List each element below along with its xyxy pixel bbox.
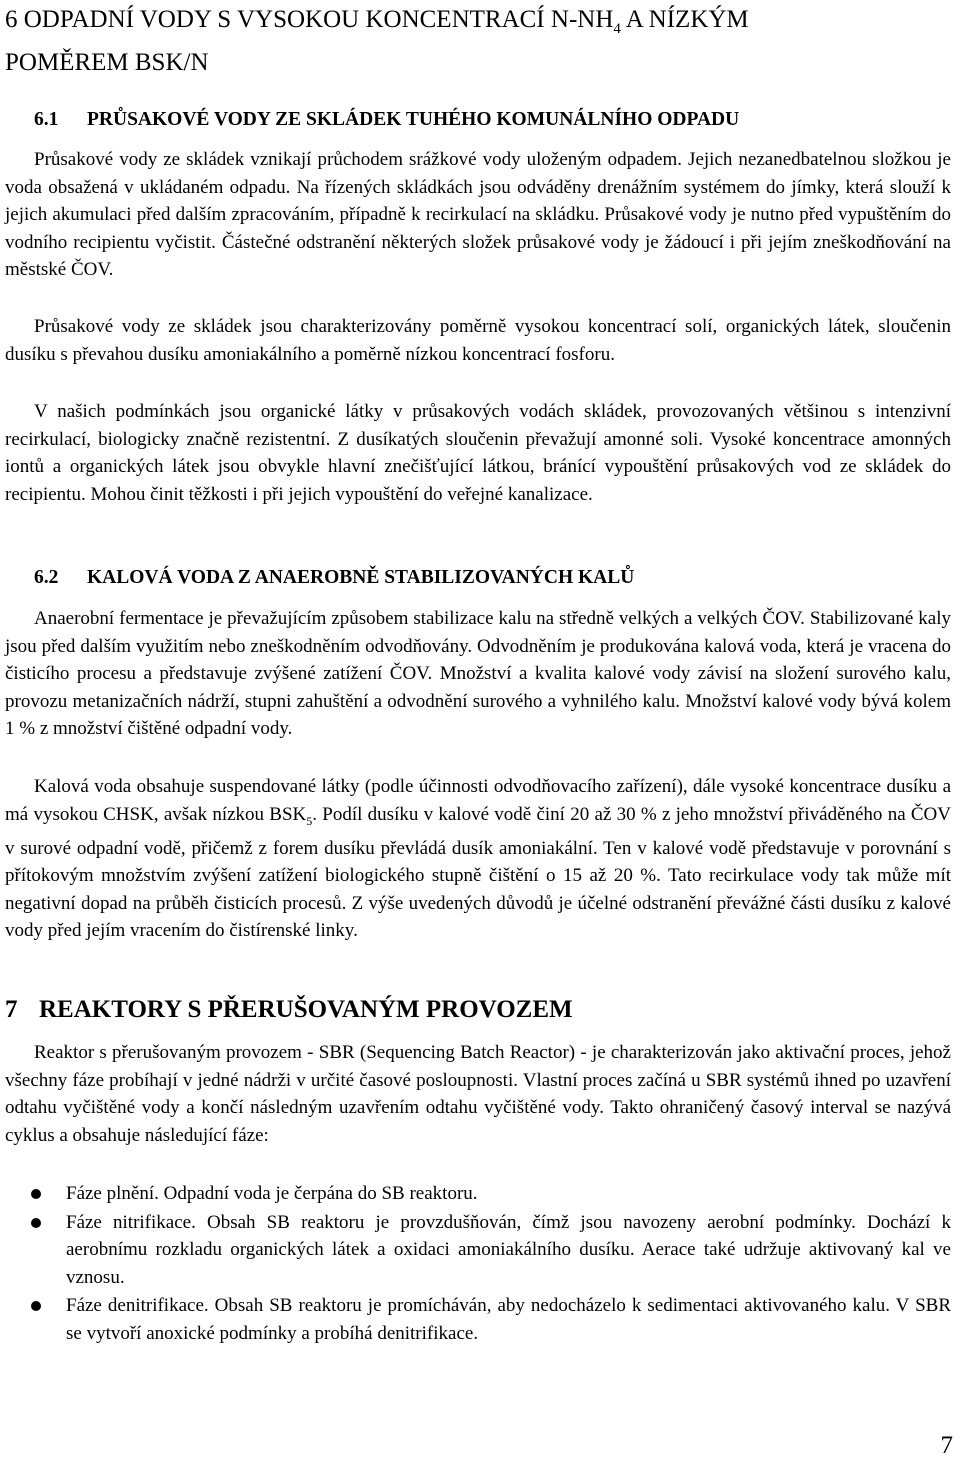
list-item bbox=[5, 1292, 951, 1347]
heading-6-2-title: KALOVÁ VODA Z ANAEROBNĚ STABILIZOVANÝCH KALŮ bbox=[87, 567, 635, 588]
heading-6-2-number: 6.2 bbox=[34, 567, 59, 588]
heading-7 bbox=[5, 993, 953, 1026]
paragraph-6-1-c: V našich podmínkách jsou organické látky v průsakových vodách skládek, provozovaných většinou s intenzivní recirkulací, biologicky značně rezistentní. Z dusíkatých sloučenin převažují amonné soli. Vysoké koncentrace amonných iontů a organických látek jsou obvykle hlavní znečišťující látkou, bránící vypouštění průsakových vod ze skládek do recipientu. Mohou činit těžkosti i při jejich vypouštění do veřejné kanalizace. bbox=[5, 401, 951, 505]
paragraph-6-1-a: Průsakové vody ze skládek vznikají průchodem srážkové vody uloženým odpadem. Jejich nezanedbatelnou složkou je voda obsažená v ukládaném odpadu. Na řízených skládkách jsou odváděny drenážním systémem do jímky, která slouží k jejich akumulaci před dalším zpracováním, případně k recirkulací na skládku. Průsakové vody je nutno před vypuštěním do vodního recipientu vyčistit. Částečné odstranění některých složek průsakové vody je žádoucí i při jejím zneškodňování na městské ČOV. bbox=[5, 149, 951, 280]
heading-6-1-title: PRŮSAKOVÉ VODY ZE SKLÁDEK TUHÉHO KOMUNÁLNÍHO ODPADU bbox=[87, 109, 740, 130]
paragraph-6-1-b: Průsakové vody ze skládek jsou charakterizovány poměrně vysokou koncentrací solí, organických látek, sloučenin dusíku s převahou dusíku amoniakálního a poměrně nízkou koncentrací fosforu. bbox=[5, 316, 951, 365]
bullet-icon bbox=[31, 1218, 41, 1228]
heading-6-1-number: 6.1 bbox=[34, 109, 59, 130]
heading-6-line1: ODPADNÍ VODY S VYSOKOU KONCENTRACÍ N-NH bbox=[23, 6, 614, 33]
list-item-text: Fáze plnění. Odpadní voda je čerpána do SB reaktoru. bbox=[66, 1183, 478, 1204]
heading-7-title: REAKTORY S PŘERUŠOVANÝM PROVOZEM bbox=[39, 996, 573, 1023]
paragraph-6-2-b-part2: . Podíl dusíku v kalové vodě činí 20 až 30 % z jeho množství přiváděného na ČOV v surové odpadní vodě, přičemž z forem dusíku převládá dusík amoniakální. Ten v kalové vodě představuje v porovnání s přítokovým množstvím zvýšení zatížení biologického stupně čištění o 15 až 20 %. Tato recirkulace vody tak může mít negativní dopad na průběh čisticích procesů. Z výše uvedených důvodů je účelné odstranění převážné části dusíku z kalové vody před jejím vracením do čistírenské linky. bbox=[5, 803, 951, 942]
paragraph-7-a: Reaktor s přerušovaným provozem - SBR (Sequencing Batch Reactor) - je charakterizován jako aktivační proces, jehož všechny fáze probíhají v jedné nádrži v určité časové posloupnosti. Vlastní proces začíná u SBR systémů ihned po uzavření odtahu vyčištěné vody a končí následným uzavřením odtahu vyčištěné vody. Takto ohraničený časový interval se nazývá cyklus a obsahuje následující fáze: bbox=[5, 1042, 951, 1146]
page-number: 7 bbox=[940, 1432, 953, 1459]
phase-list bbox=[5, 1180, 951, 1348]
paragraph-6-2-b bbox=[5, 773, 951, 945]
list-item bbox=[5, 1180, 951, 1208]
heading-6-line2: POMĚREM BSK/N bbox=[5, 49, 209, 76]
paragraph-6-2-b-subscript: 5 bbox=[306, 813, 313, 828]
list-item bbox=[5, 1209, 951, 1292]
paragraph-6-2-b-part1: Kalová voda obsahuje suspendované látky (podle účinnosti odvodňovacího zařízení), dále vysoké koncentrace dusíku a má vysokou CHSK, avšak nízkou BSK bbox=[5, 776, 951, 825]
heading-6 bbox=[5, 3, 953, 79]
paragraph-6-2-a: Anaerobní fermentace je převažujícím způsobem stabilizace kalu na středně velkých a velkých ČOV. Stabilizované kaly jsou před dalším využitím nebo zneškodněním odvodňovány. Odvodněním je produkována kalová voda, která je vracena do čisticího procesu a představuje zvýšené zatížení ČOV. Množství a kvalita kalové vody závisí na složení surového kalu, provozu metanizačních nádrží, stupni zahuštění a odvodnění surového a vyhnilého kalu. Množství kalové vody bývá kolem 1 % z množství čištěné odpadní vody. bbox=[5, 608, 951, 739]
list-item-text: Fáze nitrifikace. Obsah SB reaktoru je provzdušňován, čímž jsou navozeny aerobní podmínky. Dochází k aerobnímu rozkladu organických látek a oxidaci amoniakálního dusíku. Aerace také udržuje aktivovaný kal ve vznosu. bbox=[66, 1211, 951, 1288]
heading-6-1 bbox=[5, 107, 953, 133]
heading-7-number: 7 bbox=[5, 996, 18, 1023]
list-item-text: Fáze denitrifikace. Obsah SB reaktoru je promícháván, aby nedocházelo k sedimentaci aktivovaného kalu. V SBR se vytvoří anoxické podmínky a probíhá denitrifikace. bbox=[66, 1295, 951, 1344]
bullet-icon bbox=[31, 1301, 41, 1311]
heading-6-number: 6 bbox=[5, 6, 18, 33]
heading-6-subscript: 4 bbox=[613, 21, 621, 37]
heading-6-2 bbox=[5, 565, 953, 591]
bullet-icon bbox=[31, 1189, 41, 1199]
heading-6-line1-end: A NÍZKÝM bbox=[620, 6, 749, 33]
